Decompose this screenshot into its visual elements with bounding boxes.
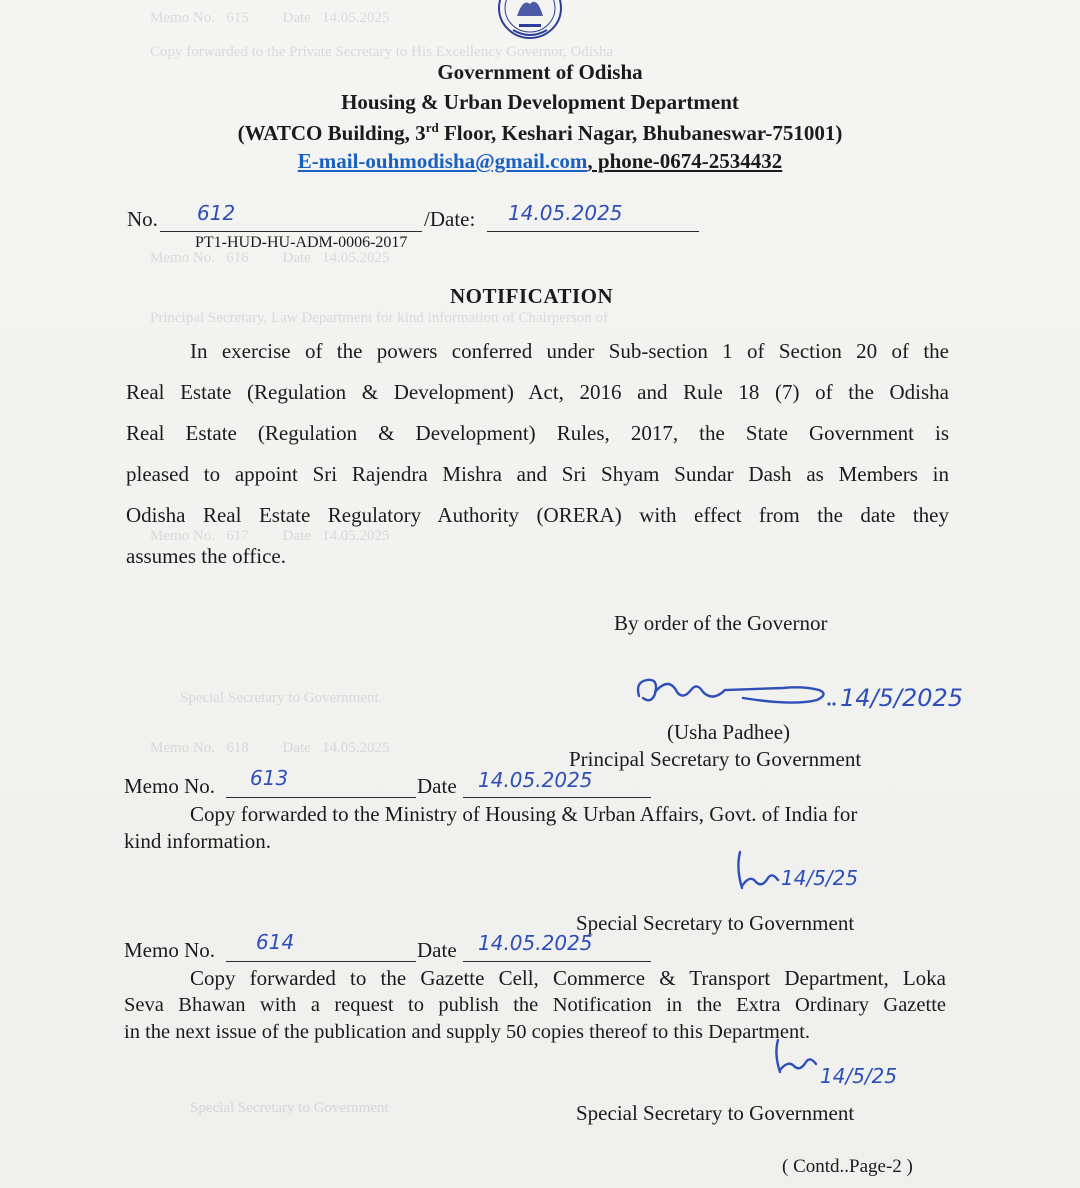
govt-name: Government of Odisha xyxy=(437,60,643,84)
memo2-signature-date: 14/5/25 xyxy=(820,1064,898,1088)
signatory-name: (Usha Padhee) xyxy=(667,720,791,744)
memo1-date-underline xyxy=(463,797,651,798)
memo2-date-underline xyxy=(463,961,651,962)
memo1-line: kind information. xyxy=(124,829,271,853)
bleed-through-text: Memo No. 616 Date 14.05.2025 xyxy=(150,250,390,266)
ref-date-handwritten: 14.05.2025 xyxy=(508,201,623,225)
department-name: Housing & Urban Development Department xyxy=(341,90,739,114)
memo2-no-underline xyxy=(226,961,416,962)
memo2-label: Memo No. xyxy=(124,938,215,962)
notification-line: Real Estate (Regulation & Development) Rules, 2017, the State Government is xyxy=(126,421,949,445)
memo2-signatory-title: Special Secretary to Government xyxy=(576,1101,855,1125)
bleed-through-text: Copy forwarded to the Private Secretary to His Excellency Governor, Odisha xyxy=(150,44,614,60)
memo2-line: Seva Bhawan with a request to publish the Notification in the Extra Ordinary Gazette xyxy=(124,994,946,1016)
ref-no-underline xyxy=(160,231,422,232)
principal-signature-date: 14/5/2025 xyxy=(840,684,964,712)
state-emblem-icon xyxy=(497,0,563,42)
contact-line xyxy=(0,149,1080,174)
memo1-no-underline xyxy=(226,797,416,798)
email-link[interactable]: E-mail-ouhmodisha@gmail.com xyxy=(297,149,588,173)
phone-number: , phone-0674-2534432 xyxy=(587,149,783,173)
memo1-line: Copy forwarded to the Ministry of Housing & Urban Affairs, Govt. of India for xyxy=(190,802,858,826)
ref-date-underline xyxy=(487,231,699,232)
memo1-date-label: Date xyxy=(417,774,457,798)
department-address xyxy=(0,120,1080,146)
memo2-no-handwritten: 614 xyxy=(256,930,295,954)
memo1-label: Memo No. xyxy=(124,774,215,798)
signatory-title: Principal Secretary to Government xyxy=(569,747,862,771)
memo2-signature xyxy=(772,1036,818,1080)
memo1-signature xyxy=(732,848,782,896)
bleed-through-text: Principal Secretary, Law Department for kind information of Chairperson of xyxy=(150,310,609,326)
ref-no-handwritten: 612 xyxy=(197,201,236,225)
ref-no-label: No. xyxy=(127,207,158,231)
notification-line: Odisha Real Estate Regulatory Authority (ORERA) with effect from the date they xyxy=(126,503,949,527)
bleed-through-text: Memo No. 617 Date 14.05.2025 xyxy=(150,528,390,544)
memo1-date-handwritten: 14.05.2025 xyxy=(478,768,593,792)
continued-note: ( Contd..Page-2 ) xyxy=(782,1156,913,1177)
notification-line: pleased to appoint Sri Rajendra Mishra and Sri Shyam Sundar Dash as Members in xyxy=(126,462,949,486)
address-part: (WATCO Building, 3 xyxy=(237,121,426,145)
memo1-signature-date: 14/5/25 xyxy=(781,866,859,890)
notification-line: assumes the office. xyxy=(126,544,286,568)
notification-line: Real Estate (Regulation & Development) Act, 2016 and Rule 18 (7) of the Odisha xyxy=(126,380,949,404)
file-code: PT1-HUD-HU-ADM-0006-2017 xyxy=(195,234,408,251)
bleed-through-text: Special Secretary to Government xyxy=(190,1100,389,1116)
principal-secretary-signature xyxy=(633,672,838,712)
order-line: By order of the Governor xyxy=(614,611,828,635)
address-part: Floor, Keshari Nagar, Bhubaneswar-751001) xyxy=(438,121,843,145)
address-superscript: rd xyxy=(425,120,439,135)
memo2-line: Copy forwarded to the Gazette Cell, Commerce & Transport Department, Loka xyxy=(190,966,946,990)
ref-date-label: /Date: xyxy=(424,207,476,231)
memo1-signatory-title: Special Secretary to Government xyxy=(576,911,855,935)
notification-title: NOTIFICATION xyxy=(450,284,614,308)
memo2-date-label: Date xyxy=(417,938,457,962)
bleed-through-text: Memo No. 618 Date 14.05.2025 xyxy=(150,740,390,756)
memo2-line: in the next issue of the publication and supply 50 copies thereof to this Department. xyxy=(124,1021,811,1043)
bleed-through-text: Special Secretary to Government xyxy=(180,690,379,706)
bleed-through-text: Memo No. 615 Date 14.05.2025 xyxy=(150,10,390,26)
memo1-no-handwritten: 613 xyxy=(250,766,289,790)
notification-line: In exercise of the powers conferred under Sub-section 1 of Section 20 of the xyxy=(190,339,949,363)
memo2-date-handwritten: 14.05.2025 xyxy=(478,931,593,955)
